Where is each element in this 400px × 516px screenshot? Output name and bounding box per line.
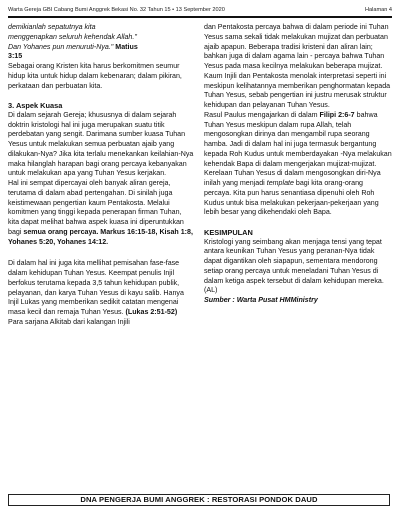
paragraph-text: Rasul Paulus mengajarkan di dalam: [204, 110, 318, 119]
quote-text: Dan Yohanes pun menuruti-Nya.": [8, 42, 114, 51]
bulletin-info: Warta Gereja GBI Cabang Bumi Anggrek Bekasi No. 32 Tahun 15 • 13 September 2020: [8, 7, 225, 13]
page-header: [8, 4, 392, 16]
footer-motto: DNA PENGERJA BUMI ANGGREK : RESTORASI PONDOK DAUD: [80, 495, 318, 504]
scripture-reference: 3:15: [8, 52, 23, 61]
paragraph: Kristologi yang seimbang akan menjaga tensi yang tepat antara keunikan Tuhan Yesus yang peranan-Nya tidak dapat digantikan oleh siapapun, sementara mendorong setiap orang percaya untuk meneladani Tuhan Yesus di dalam ketiga aspek tersebut di dalam kehidupan mereka. (AL): [204, 237, 384, 295]
paragraph: Sebagai orang Kristen kita harus berkomitmen seumur hidup kita untuk hidup dalam kebenaran; dalam pikiran, perkataan dan perbuatan kita.: [8, 62, 182, 90]
scripture-reference: Matius: [115, 42, 138, 51]
paragraph-text: Kerelaan Tuhan Yesus di dalam mengosongkan diri-Nya inilah yang menjadi: [204, 169, 381, 187]
paragraph-text: bahwa Tuhan Yesus meskipun dalam rupa Allah, telah mengosongkan dirinya dan mengambil rupa seorang hamba. Jadi di dalam hal ini juga termasuk bergantung kepada Roh Kudus untuk memberdayakan -Nya melakukan kehendak Bapa di dalam mengerjakan mujizat-mujizat.: [204, 110, 392, 168]
paragraph: dan Pentakosta percaya bahwa di dalam periode ini Tuhan Yesus sama sekali tidak melakukan mujizat dan perbuatan ajaib apapun. Beberapa tradisi kristeni dan aliran lain; bahkan juga di dalam agama lain - percaya bahwa Tuhan Yesus pada masa kecilnya melakukan beberapa mujizat. Kaum Injili dan Pentakosta menolak interpretasi seperti ini meskipun kelihatannya memberikan penghormatan kepada Tuhan Yesus, sebab pengertian ini justru merusak struktur kehidupan dan pelayanan Tuhan Yesus.: [204, 23, 391, 109]
scripture-reference: (Lukas 2:51-52): [125, 308, 178, 316]
paragraph: Di dalam sejarah Gereja; khususnya di dalam sejarah doktrin kristologi hal ini juga merupakan suatu titik perdebatan yang sengit. Darimana sumber kuasa Tuhan Yesus untuk melakukan semua perbuatan ajaib yang dilakukan-Nya? Jika kita terlalu menekankan keilahian-Nya maka hilanglah harapan bagi orang percaya kebanyakan untuk melakukan apa yang Tuhan Yesus kerjakan.: [8, 110, 194, 178]
paragraph: Para sarjana Alkitab dari kalangan Injili: [8, 317, 130, 326]
paragraph: [204, 111, 392, 170]
emphasis-text: template: [266, 179, 294, 187]
quote-line: demikianlah sepatutnya kita: [8, 23, 96, 31]
scripture-reference: semua orang percaya. Markus 16:15-18, Kisah 1:8, Yohanes 5:20, Yohanes 14:12.: [8, 227, 193, 246]
paragraph-text: bagi kita orang-orang percaya. Kita pun harus senantiasa dipenuhi oleh Roh Kudus untuk bisa melakukan pekerjaan-pekerjaan yang lebih besar yang dikehendaki oleh Bapa.: [204, 179, 379, 217]
conclusion-heading: KESIMPULAN: [204, 227, 253, 237]
page-number: Halaman 4: [364, 7, 392, 13]
section-heading: 3. Aspek Kuasa: [8, 101, 63, 110]
paragraph: [8, 259, 194, 318]
scripture-reference: Filipi 2:6-7: [319, 110, 355, 119]
left-column: [8, 23, 194, 328]
quote-line: [8, 43, 194, 53]
paragraph: [204, 169, 392, 218]
header-divider: [8, 16, 392, 18]
right-column: [204, 23, 392, 306]
paragraph: [8, 179, 194, 247]
paragraph-text: Hal ini sempat dipercayai oleh banyak aliran gereja, terutama di dalam abad pertengahan. Di sinilah juga keistimewaan pengertian kaum Pentakosta. Melalui komitmen yang tinggi kepada penerapan firman Tuhan, kita dapat melihat bahwa aspek kuasa ini diperuntukkan bagi: [8, 179, 184, 236]
paragraph-text: Di dalam hal ini juga kita mellihat pemisahan fase-fase dalam kehidupan Tuhan Yesus. Keempat penulis Injil berfokus terutama kepada 3,5 tahun kehidupan publik, pelayanan, dan karya Tuhan Yesus di kayu salib. Hanya Injil Lukas yang memberikan sedikit catatan mengenai masa kecil dan remaja Tuhan Yesus.: [8, 259, 184, 316]
source-credit: Sumber : Warta Pusat HMMinistry: [204, 296, 318, 304]
quote-line: menggenapkan seluruh kehendak Allah.": [8, 32, 137, 41]
